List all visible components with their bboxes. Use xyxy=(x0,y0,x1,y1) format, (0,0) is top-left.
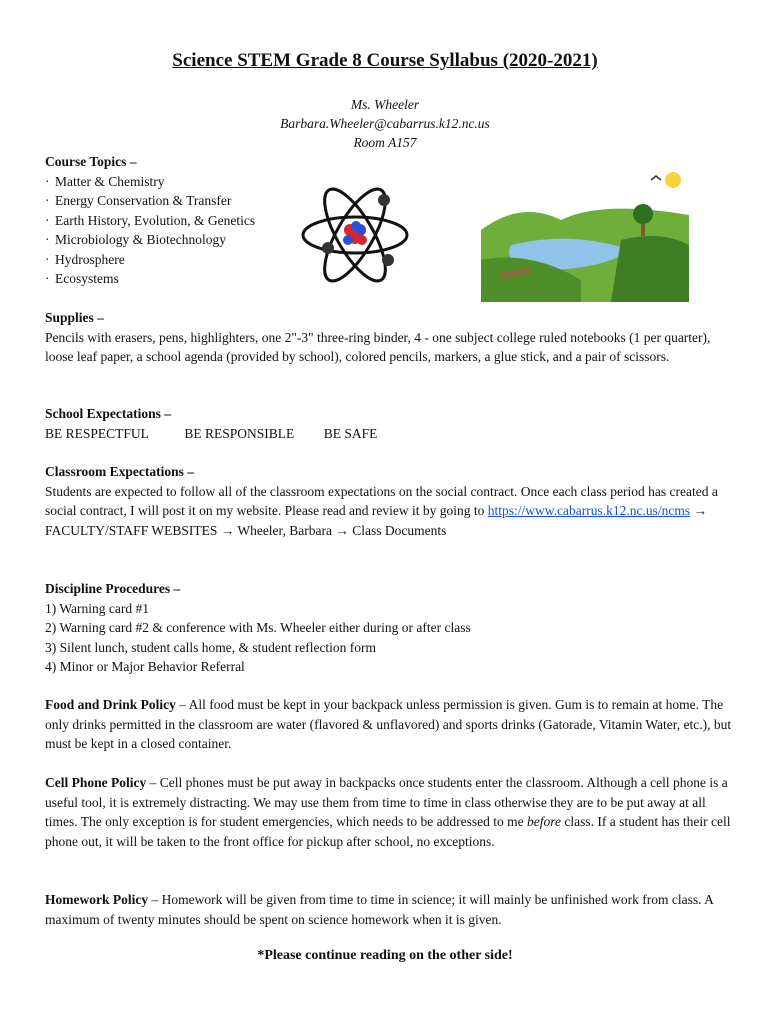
teacher-email: Barbara.Wheeler@cabarrus.k12.nc.us xyxy=(280,116,490,131)
classroom-expectations-intro: Students are expected to follow all of the classroom expectations on the social contract. Once each class period has created a social contract, I will post it on my website. Please read and review it by going to xyxy=(45,483,718,518)
supplies-heading: Supplies – xyxy=(45,310,104,325)
topic-item: · Ecosystems xyxy=(45,269,735,289)
food-policy-section xyxy=(45,695,735,754)
school-expectations-heading: School Expectations – xyxy=(45,406,172,421)
supplies-section xyxy=(45,308,735,367)
atom-illustration xyxy=(300,180,410,290)
school-website-link[interactable]: https://www.cabarrus.k12.nc.us/ncms xyxy=(487,503,691,518)
topic-item: · Earth History, Evolution, & Genetics xyxy=(45,211,735,231)
school-expectations-list xyxy=(45,424,735,444)
discipline-heading: Discipline Procedures – xyxy=(45,581,181,596)
food-policy-text: – All food must be kept in your backpack unless permission is given. Gum is to remain at home. The only drinks permitted in the classroom are water (flavored & unflavored) and sports drinks (Gatorade, Vitamin Water, etc.), but must be kept in a closed container. xyxy=(45,697,732,751)
ecosystem-illustration xyxy=(481,170,689,302)
contact-info xyxy=(0,95,770,152)
classroom-expectations-heading: Classroom Expectations – xyxy=(45,464,195,479)
discipline-step: 1) Warning card #1 xyxy=(45,600,150,616)
teacher-name: Ms. Wheeler xyxy=(350,97,420,112)
cell-phone-policy-heading: Cell Phone Policy xyxy=(45,775,147,790)
cell-phone-policy-emphasis: before xyxy=(527,814,561,829)
room-number: Room A157 xyxy=(353,135,417,150)
course-topics-heading: Course Topics – xyxy=(45,154,137,169)
homework-policy-text: – Homework will be given from time to time in science; it will mainly be unfinished work from class. A maximum of twenty minutes should be spent on science homework when it is given. xyxy=(45,892,714,927)
classroom-expectations-text xyxy=(45,482,735,541)
classroom-expectations-section xyxy=(45,462,735,540)
food-policy-heading: Food and Drink Policy xyxy=(45,697,176,712)
classroom-expectations-path: → FACULTY/STAFF WEBSITES → Wheeler, Barbara → Class Documents xyxy=(45,503,707,538)
expectation-item: BE SAFE xyxy=(323,425,378,441)
topic-item: · Microbiology & Biotechnology xyxy=(45,230,735,250)
discipline-step: 4) Minor or Major Behavior Referral xyxy=(45,659,245,674)
homework-policy-section xyxy=(45,890,735,929)
cell-phone-policy-text: – Cell phones must be put away in backpacks once students enter the classroom. Although a cell phone is a useful tool, it is extremely distracting. We may use them from time to time in class otherwise they are to be put away at all times. The only exception is for student emergencies, which needs to be addressed to me xyxy=(45,775,728,829)
cell-phone-policy-text-end: class. If a student has their cell phone out, it will be taken to the front office for pickup after school, no exceptions. xyxy=(45,814,731,849)
topic-item: · Hydrosphere xyxy=(45,250,735,270)
expectation-item: BE RESPONSIBLE xyxy=(184,425,295,441)
expectation-item: BE RESPECTFUL xyxy=(45,425,149,441)
homework-policy-heading: Homework Policy xyxy=(45,892,149,907)
school-expectations-section xyxy=(45,404,735,443)
cell-phone-policy-section xyxy=(45,773,735,851)
discipline-section xyxy=(45,579,735,677)
supplies-text: Pencils with erasers, pens, highlighters, one 2"-3" three-ring binder, 4 - one subject college ruled notebooks (1 per quarter), loose leaf paper, a school agenda (provided by school), colored pencils, markers, a glue stick, and a pair of scissors. xyxy=(45,329,711,364)
page-title: Science STEM Grade 8 Course Syllabus (2020-2021) xyxy=(172,50,598,71)
discipline-step: 3) Silent lunch, student calls home, & student reflection form xyxy=(45,639,377,655)
topic-item: · Matter & Chemistry xyxy=(45,172,735,192)
topic-item: · Energy Conservation & Transfer xyxy=(45,191,735,211)
discipline-step: 2) Warning card #2 & conference with Ms. Wheeler either during or after class xyxy=(45,620,471,635)
continue-note: *Please continue reading on the other side! xyxy=(257,948,513,963)
